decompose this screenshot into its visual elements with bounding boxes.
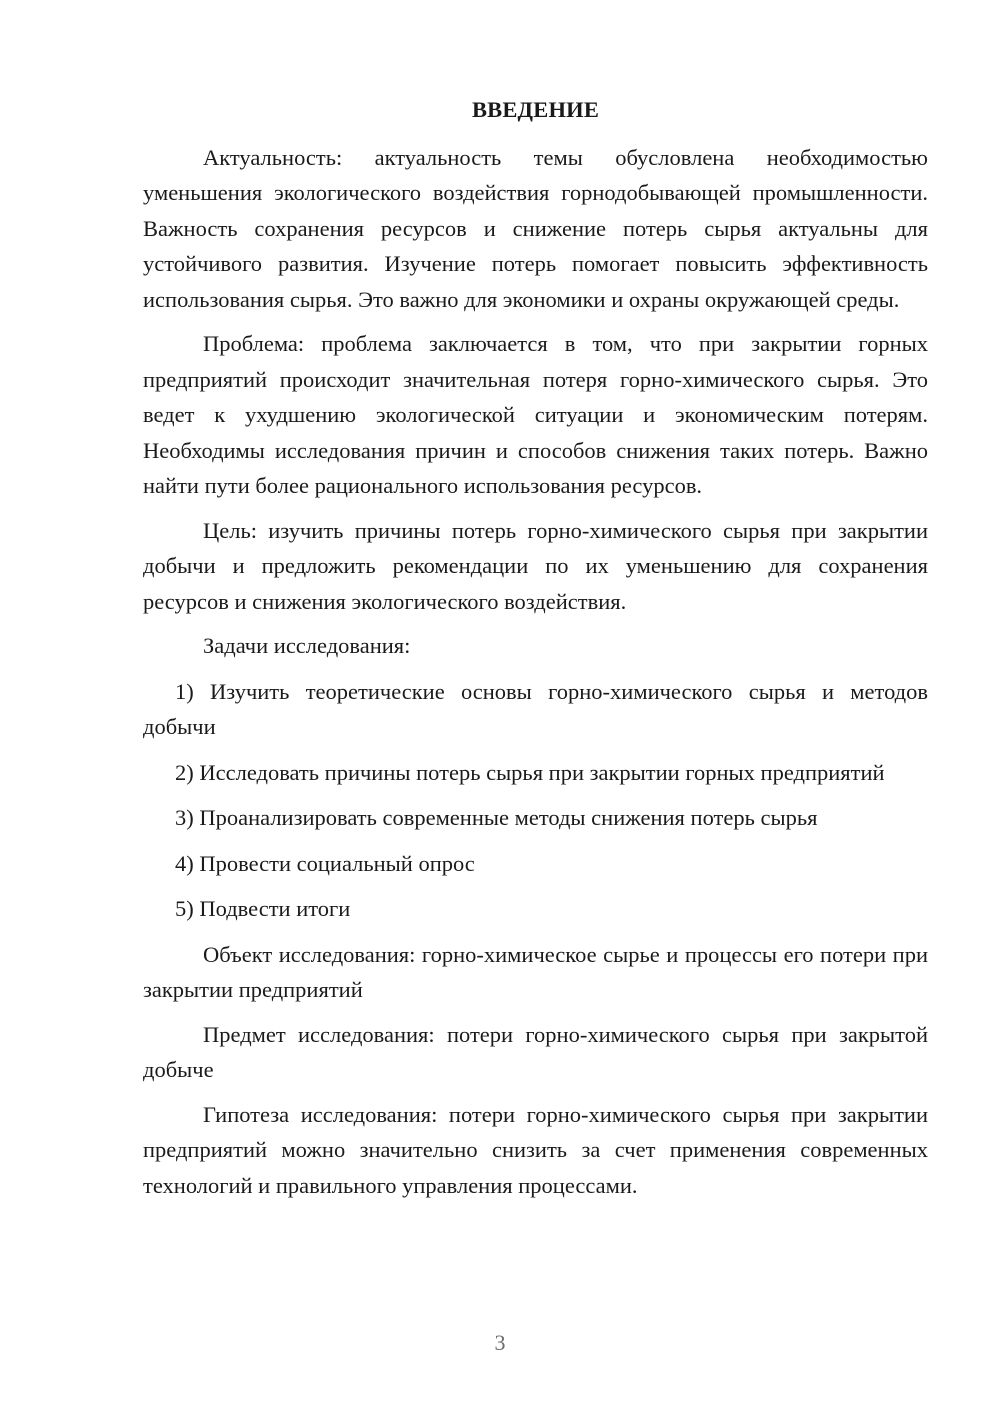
tasks-heading: Задачи исследования:	[203, 633, 411, 658]
task-item: 5) Подвести итоги	[175, 896, 351, 921]
subject-paragraph: Предмет исследования: потери горно-химического сырья при закрытой добыче	[143, 1021, 928, 1082]
problem-paragraph: Проблема: проблема заключается в том, что при закрытии горных предприятий происходит значительная потеря горно-химического сырья. Это ведет к ухудшению экологической ситуации и экономическим потерям. Необходимы исследования причин и способов снижения таких потерь. Важно найти пути более рационального использования ресурсов.	[143, 331, 928, 498]
task-list	[143, 674, 928, 927]
object-paragraph: Объект исследования: горно-химическое сырье и процессы его потери при закрытии предприятий	[143, 941, 928, 1002]
page-number: 3	[494, 1330, 506, 1355]
task-item: 2) Исследовать причины потерь сырья при закрытии горных предприятий	[175, 759, 885, 785]
hypothesis-paragraph: Гипотеза исследования: потери горно-химического сырья при закрытии предприятий можно значительно снизить за счет применения современных технологий и правильного управления процессами.	[143, 1101, 928, 1198]
relevance-paragraph: Актуальность: актуальность темы обусловлена необходимостью уменьшения экологического воздействия горнодобывающей промышленности. Важность сохранения ресурсов и снижение потерь сырья актуальны для устойчивого развития. Изучение потерь помогает повысить эффективность использования сырья. Это важно для экономики и охраны окружающей среды.	[143, 144, 928, 312]
goal-paragraph: Цель: изучить причины потерь горно-химического сырья при закрытии добычи и предложить рекомендации по их уменьшению для сохранения ресурсов и снижения экологического воздействия.	[143, 517, 928, 614]
task-item: 4) Провести социальный опрос	[175, 850, 475, 876]
task-item: 3) Проанализировать современные методы снижения потерь сырья	[175, 805, 818, 830]
document-body	[143, 92, 928, 1212]
task-item: 1) Изучить теоретические основы горно-химического сырья и методов добычи	[143, 678, 928, 739]
page-title: ВВЕДЕНИЕ	[471, 97, 600, 122]
